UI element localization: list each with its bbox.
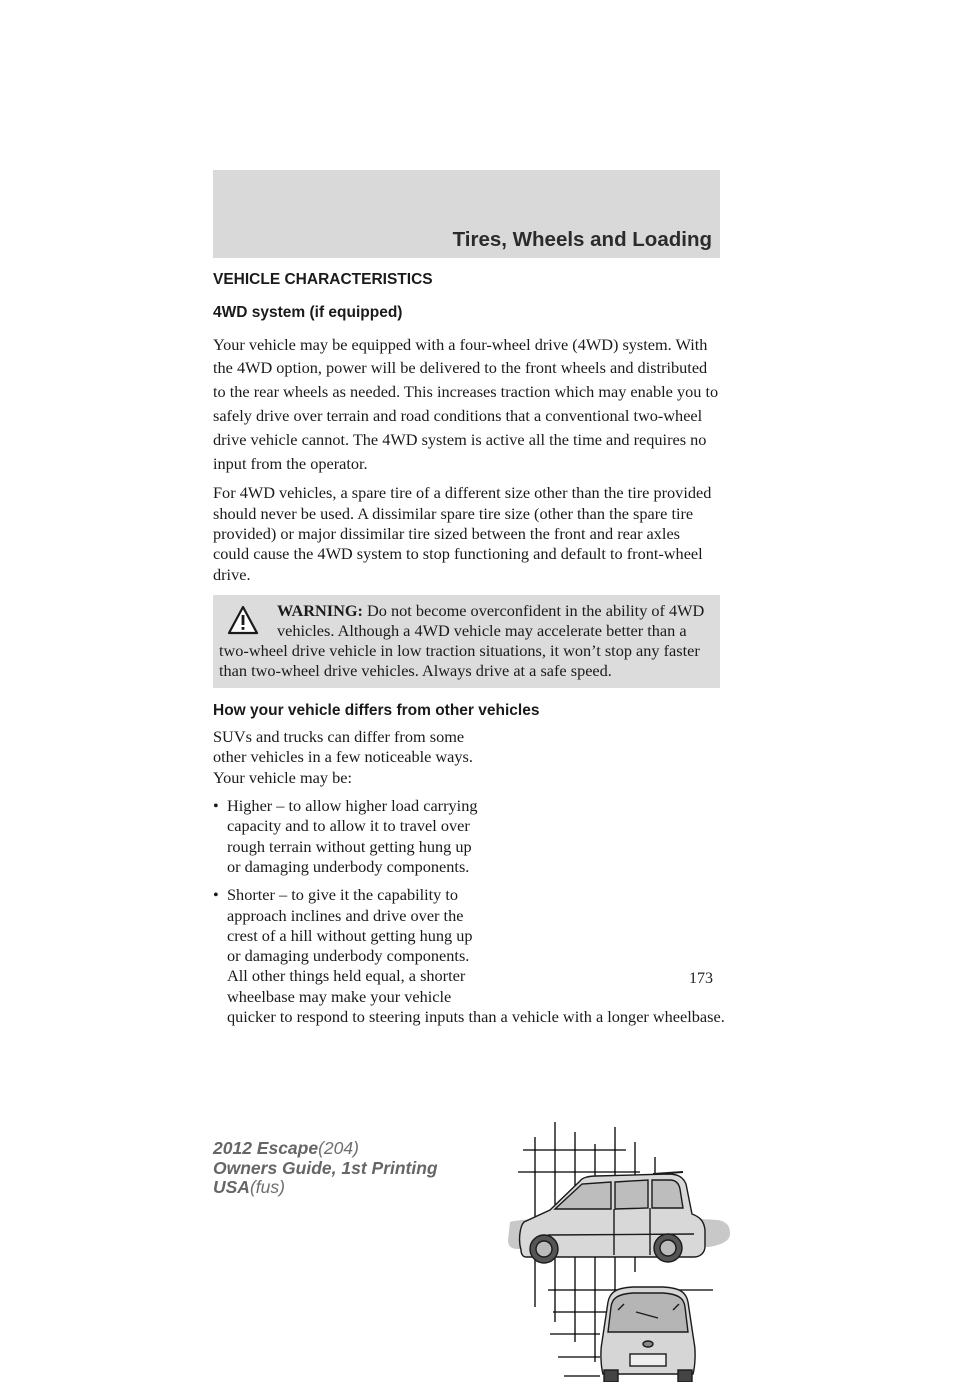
heading-vehicle-differences: How your vehicle differs from other vehicles xyxy=(213,701,540,719)
warning-text: Do not become overconfident in the ability of 4WD vehicles. Although a 4WD vehicle may accelerate better than a two-wheel drive vehicle in low traction situations, it won’t stop any faster than two-wheel drive vehicles. Always drive at a safe speed. xyxy=(219,600,705,680)
paragraph-4wd-spare-tire: For 4WD vehicles, a spare tire of a different size other than the tire provided should never be used. A dissimilar spare tire size (other than the spare tire provided) or major dissimilar tire sized between the front and rear axles could cause the 4WD system to stop functioning and default to front-wheel drive. xyxy=(213,483,712,584)
section-header-band xyxy=(213,170,720,258)
heading-vehicle-characteristics: VEHICLE CHARACTERISTICS xyxy=(213,271,433,288)
list-item-text: Higher – to allow higher load carrying capacity and to allow it to travel over rough terrain without getting hung up or damaging underbody components. xyxy=(227,796,478,876)
paragraph-4wd-description: Your vehicle may be equipped with a four-wheel drive (4WD) system. With the 4WD option, power will be delivered to the front wheels and distributed to the rear wheels as needed. This increases traction which may enable you to safely drive over terrain and road conditions that a conventional two-wheel drive vehicle cannot. The 4WD system is active all the time and requires no input from the operator. xyxy=(213,334,719,473)
paragraph-differences-intro: SUVs and trucks can differ from some other vehicles in a few noticeable ways. Your vehicle may be: xyxy=(213,727,473,787)
list-item xyxy=(213,796,483,877)
suv-side-and-rear-illustration xyxy=(508,1122,733,1382)
footer-market: USA xyxy=(213,1177,250,1197)
list-item xyxy=(213,885,483,1007)
heading-4wd-system: 4WD system (if equipped) xyxy=(213,304,403,322)
page-content xyxy=(213,270,725,1027)
footer-model: 2012 Escape xyxy=(213,1138,319,1158)
warning-triangle-icon xyxy=(227,605,259,635)
warning-box xyxy=(213,595,720,688)
footer-market-code: (fus) xyxy=(249,1177,285,1197)
bullet-symbol: • xyxy=(213,885,219,905)
differences-section xyxy=(213,727,725,1027)
section-title: Tires, Wheels and Loading xyxy=(452,228,712,251)
footer-printing: Owners Guide, 1st Printing xyxy=(213,1157,438,1178)
list-item-text: Shorter – to give it the capability to approach inclines and drive over the crest of a hill without getting hung up or damaging underbody components. All other things held equal, a shorter wheelbase may make your vehicle xyxy=(227,885,473,1006)
footer-print-info xyxy=(213,1139,438,1198)
bullet-symbol: • xyxy=(213,796,219,816)
footer-model-code: (204) xyxy=(318,1138,359,1158)
page-number: 173 xyxy=(689,970,713,987)
warning-label: WARNING: xyxy=(277,600,363,620)
list-item-continuation: quicker to respond to steering inputs than a vehicle with a longer wheelbase. xyxy=(227,1007,725,1027)
